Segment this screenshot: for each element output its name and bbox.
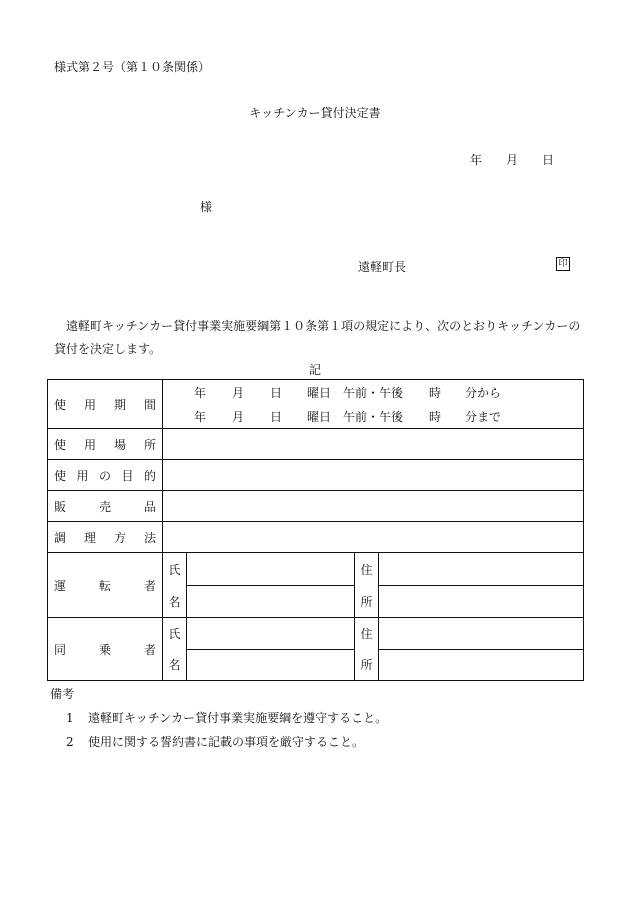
driver-row-1 — [48, 553, 584, 586]
label-char: 転 — [98, 578, 111, 593]
passenger-name-label — [163, 618, 186, 680]
driver-address-label-cell — [355, 553, 379, 618]
period-to-line — [163, 404, 583, 428]
label-char: 方 — [113, 530, 126, 545]
place-row — [48, 429, 584, 460]
label-char: 用 — [76, 468, 89, 483]
ki-heading: 記 — [308, 363, 321, 377]
driver-name-1[interactable] — [187, 553, 355, 586]
passenger-name-2[interactable] — [187, 649, 355, 681]
passenger-address-2[interactable] — [379, 649, 584, 681]
remark-number: 1 — [66, 711, 74, 725]
passenger-address-1[interactable] — [379, 618, 584, 650]
label-char: 販 — [54, 499, 67, 514]
date-month: 月 — [506, 153, 519, 167]
seal-stamp: 印 — [556, 257, 570, 271]
remark-number: 2 — [66, 735, 74, 749]
period-value-cell — [163, 380, 584, 429]
to-minute: 分まで — [465, 409, 502, 424]
passenger-name-1[interactable] — [187, 618, 355, 650]
label-char: 売 — [98, 499, 111, 514]
goods-value-cell[interactable] — [163, 491, 584, 522]
passenger-address-label-cell — [355, 618, 379, 681]
label-char: 期 — [113, 397, 126, 412]
label-char: 者 — [143, 578, 156, 593]
remark-text: 遠軽町キッチンカー貸付事業実施要綱を遵守すること。 — [88, 711, 388, 725]
driver-label-cell — [48, 553, 163, 618]
label-char: 品 — [143, 499, 156, 514]
label-char: 法 — [143, 530, 156, 545]
goods-label-cell — [48, 491, 163, 522]
document-title: キッチンカー貸付決定書 — [249, 106, 381, 120]
driver-name-label-cell — [163, 553, 187, 618]
label-char: 理 — [83, 530, 96, 545]
passenger-label — [54, 641, 156, 658]
label-char: 住 — [360, 562, 373, 577]
cooking-value-cell[interactable] — [163, 522, 584, 553]
issuer-name: 遠軽町長 — [358, 260, 407, 274]
label-char: 所 — [143, 437, 156, 452]
cooking-label — [54, 529, 156, 546]
from-day: 日 — [270, 385, 283, 400]
loan-decision-table — [47, 379, 584, 681]
purpose-row — [48, 460, 584, 491]
date-day: 日 — [542, 153, 555, 167]
to-day: 日 — [270, 409, 283, 424]
goods-row — [48, 491, 584, 522]
passenger-name-label-cell — [163, 618, 187, 681]
to-month: 月 — [232, 409, 245, 424]
label-char: 同 — [54, 642, 67, 657]
remark-text: 使用に関する誓約書に記載の事項を厳守すること。 — [88, 735, 365, 749]
label-char: 用 — [83, 437, 96, 452]
driver-label — [54, 577, 156, 594]
date-year: 年 — [470, 153, 483, 167]
place-label-cell — [48, 429, 163, 460]
driver-address-2[interactable] — [379, 585, 584, 618]
body-text: 遠軽町キッチンカー貸付事業実施要綱第１０条第１項の規定により、次のとおりキッチンカーの貸付を決定します。 — [54, 319, 581, 356]
label-char: 的 — [143, 468, 156, 483]
cooking-label-cell — [48, 522, 163, 553]
driver-name-label — [163, 553, 186, 617]
label-char: 目 — [121, 468, 134, 483]
goods-label — [54, 498, 156, 515]
label-char: 用 — [83, 397, 96, 412]
passenger-address-label — [355, 618, 378, 680]
label-char: 氏 — [168, 627, 181, 641]
from-year: 年 — [194, 385, 207, 400]
remark-item — [66, 733, 364, 750]
label-char: 場 — [113, 437, 126, 452]
label-char: の — [98, 468, 111, 483]
label-char: 間 — [143, 397, 156, 412]
from-weekday: 曜日 — [307, 385, 332, 400]
passenger-label-cell — [48, 618, 163, 681]
period-from-line — [163, 380, 583, 404]
form-number: 様式第２号（第１０条関係） — [54, 60, 211, 74]
label-char: 者 — [143, 642, 156, 657]
place-value-cell[interactable] — [163, 429, 584, 460]
from-minute: 分から — [465, 385, 502, 400]
label-char: 住 — [360, 627, 373, 641]
purpose-value-cell[interactable] — [163, 460, 584, 491]
from-ampm: 午前・午後 — [343, 385, 404, 400]
label-char: 使 — [54, 468, 67, 483]
period-label — [54, 396, 156, 413]
driver-address-label — [355, 553, 378, 617]
label-char: 運 — [54, 578, 67, 593]
passenger-row-1 — [48, 618, 584, 650]
driver-name-2[interactable] — [187, 585, 355, 618]
period-row — [48, 380, 584, 429]
label-char: 使 — [54, 437, 67, 452]
label-char: 調 — [54, 530, 67, 545]
driver-address-1[interactable] — [379, 553, 584, 586]
purpose-label-cell — [48, 460, 163, 491]
from-month: 月 — [232, 385, 245, 400]
label-char: 氏 — [168, 562, 181, 577]
period-label-cell — [48, 380, 163, 429]
body-paragraph — [54, 315, 584, 361]
label-char: 名 — [168, 658, 181, 672]
to-weekday: 曜日 — [307, 409, 332, 424]
to-hour: 時 — [429, 409, 442, 424]
to-year: 年 — [194, 409, 207, 424]
label-char: 使 — [54, 397, 67, 412]
remarks-title: 備考 — [50, 687, 75, 701]
cooking-row — [48, 522, 584, 553]
to-ampm: 午前・午後 — [343, 409, 404, 424]
label-char: 所 — [360, 594, 373, 609]
label-char: 所 — [360, 658, 373, 672]
label-char: 名 — [168, 594, 181, 609]
recipient-honorific: 様 — [200, 200, 213, 214]
remark-item — [66, 709, 387, 726]
date-line — [470, 151, 554, 168]
from-hour: 時 — [429, 385, 442, 400]
place-label — [54, 436, 156, 453]
label-char: 乗 — [98, 642, 111, 657]
purpose-label — [54, 467, 156, 484]
